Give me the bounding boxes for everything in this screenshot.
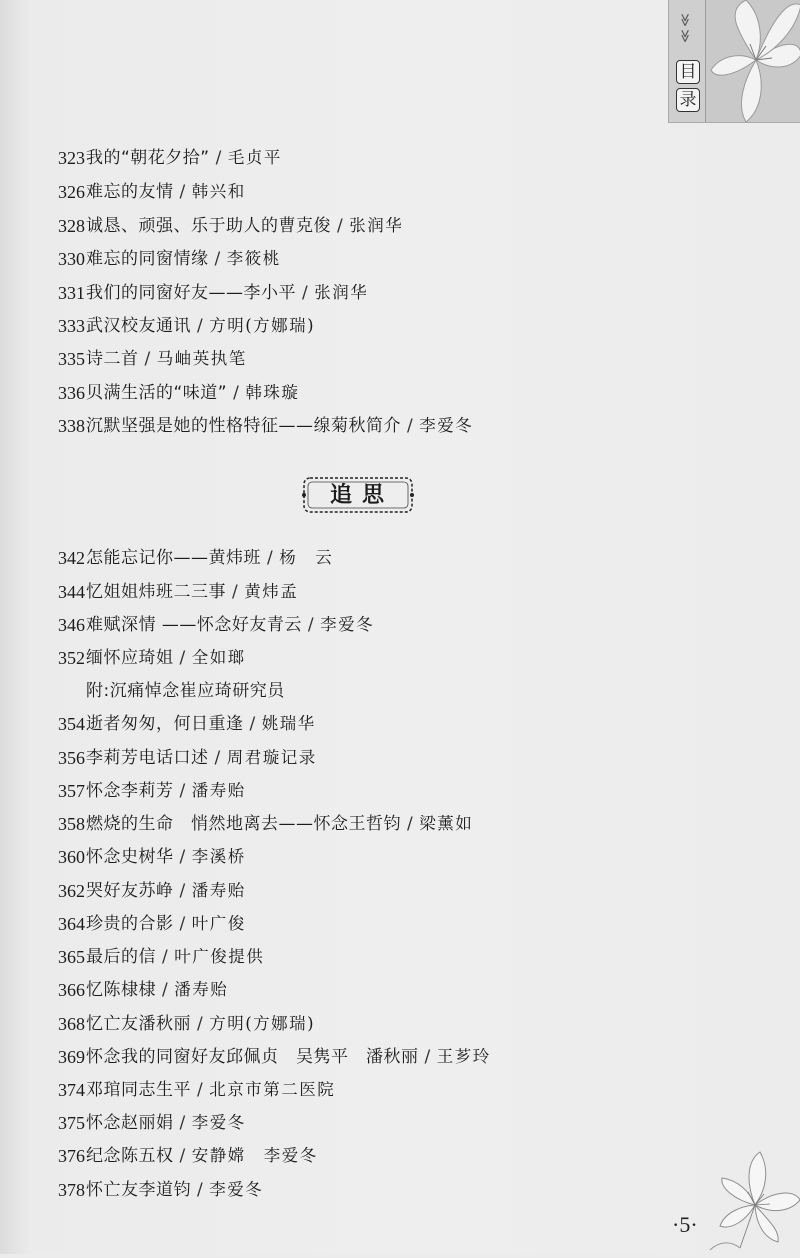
entry-separator: / — [197, 1014, 204, 1034]
entry-separator: / — [232, 582, 239, 602]
entry-page: 354 — [58, 714, 85, 734]
entry-title: 忆姐姐炜班二三事 — [86, 582, 226, 602]
entry-page: 326 — [58, 182, 85, 202]
entry-separator: / — [215, 148, 222, 168]
entry-author: 毛贞平 — [227, 148, 282, 167]
entry-author: 李爱冬 — [191, 1113, 246, 1132]
entry-title: 怀念史树华 — [86, 847, 174, 867]
entry-separator: / — [179, 1146, 186, 1166]
entry-author: 马岫英执笔 — [156, 349, 247, 368]
entry-title: 贝满生活的“味道” — [86, 383, 228, 403]
entry-text — [86, 1008, 315, 1040]
entry-author: 方明(方娜瑞) — [209, 1014, 316, 1033]
entry-separator: / — [233, 383, 240, 403]
entry-text — [86, 576, 298, 608]
entry-author: 李爱冬 — [209, 1180, 264, 1199]
entry-title: 忆陈棣棣 — [86, 980, 156, 1000]
entry-text — [86, 1140, 318, 1172]
entry-text — [86, 542, 333, 574]
entry-separator: / — [179, 182, 186, 202]
corner-glyph-mu: 目 — [676, 60, 700, 84]
entry-text — [86, 343, 247, 375]
entry-separator: / — [179, 781, 186, 801]
entry-author: 韩珠璇 — [245, 383, 300, 402]
entry-page: 338 — [58, 416, 85, 436]
entry-separator: / — [162, 980, 169, 1000]
entry-page: 375 — [58, 1113, 85, 1133]
entry-title: 我的“朝花夕拾” — [86, 148, 210, 168]
entry-page: 356 — [58, 748, 85, 768]
entry-text — [86, 1041, 491, 1073]
entry-page: 330 — [58, 249, 85, 269]
chevron-down-icon: ≫ — [676, 29, 692, 43]
entry-author: 李爱冬 — [320, 615, 375, 634]
entry-separator: / — [337, 216, 344, 236]
entry-page: 364 — [58, 914, 85, 934]
entry-title: 诗二首 — [86, 349, 139, 369]
entry-text — [86, 142, 282, 174]
entry-text — [86, 1174, 263, 1206]
entry-title: 最后的信 — [86, 947, 156, 967]
entry-title: 燃烧的生命 悄然地离去——怀念王哲钧 — [86, 814, 401, 834]
entry-page: 331 — [58, 283, 85, 303]
entry-page: 378 — [58, 1180, 85, 1200]
entry-author: 王芗玲 — [436, 1047, 491, 1066]
page-number: ·5· — [672, 1212, 698, 1237]
entry-author: 杨 云 — [279, 548, 334, 567]
entry-author: 叶广俊 — [191, 914, 246, 933]
entry-page: 352 — [58, 648, 85, 668]
entry-separator: / — [249, 714, 256, 734]
entry-page: 366 — [58, 980, 85, 1000]
entry-page: 357 — [58, 781, 85, 801]
entry-author: 李筱桃 — [226, 249, 281, 268]
entry-page: 360 — [58, 847, 85, 867]
entry-text — [86, 1107, 246, 1139]
entry-separator: / — [197, 316, 204, 336]
entry-title: 附:沉痛悼念崔应琦研究员 — [86, 681, 285, 701]
entry-title: 难赋深情 ——怀念好友青云 — [86, 615, 302, 635]
entry-author: 周君璇记录 — [226, 748, 317, 767]
entry-separator: / — [307, 615, 315, 635]
entry-author: 全如瑯 — [191, 648, 246, 667]
section-title: 追思 — [329, 482, 394, 508]
entry-title: 难忘的友情 — [86, 182, 174, 202]
entry-separator: / — [407, 416, 414, 436]
entry-page: 342 — [58, 548, 85, 568]
entry-text — [86, 310, 315, 342]
entry-separator: / — [144, 349, 151, 369]
entry-title: 怀念赵丽娟 — [86, 1113, 174, 1133]
entry-separator: / — [162, 947, 169, 967]
entry-separator: / — [179, 1113, 186, 1133]
corner-strip — [669, 0, 706, 122]
entry-text — [86, 1074, 335, 1106]
entry-separator: / — [302, 283, 309, 303]
entry-author: 黄炜孟 — [244, 582, 299, 601]
entry-text — [86, 908, 246, 940]
entry-title: 逝者匆匆，何日重逢 — [86, 714, 244, 734]
entry-separator: / — [197, 1080, 204, 1100]
chevron-down-icon: ≫ — [676, 13, 692, 27]
entry-title: 怀念李莉芳 — [86, 781, 174, 801]
entry-title: 哭好友苏峥 — [86, 881, 174, 901]
entry-title: 武汉校友通讯 — [86, 316, 191, 336]
entry-separator: / — [179, 914, 186, 934]
entry-author: 方明(方娜瑞) — [209, 316, 316, 335]
entry-title: 怀亡友李道钧 — [86, 1180, 191, 1200]
lily-flower-icon — [706, 0, 800, 122]
entry-title: 邓琯同志生平 — [86, 1080, 191, 1100]
entry-text — [86, 210, 403, 242]
entry-text — [86, 808, 473, 840]
entry-text — [86, 277, 368, 309]
entry-page: 344 — [58, 582, 85, 602]
lily-flower-icon — [700, 1150, 800, 1254]
entry-page: 362 — [58, 881, 85, 901]
entry-text — [86, 642, 246, 674]
entry-page: 323 — [58, 148, 85, 168]
entry-title: 李莉芳电话口述 — [86, 748, 209, 768]
entry-text — [86, 377, 299, 409]
entry-author: 李爱冬 — [419, 416, 474, 435]
entry-text — [86, 176, 246, 208]
entry-author: 潘寿贻 — [191, 881, 246, 900]
entry-author: 叶广俊提供 — [174, 947, 265, 966]
corner-glyph-lu: 录 — [676, 88, 700, 112]
entry-title: 沉默坚强是她的性格特征——缐菊秋简介 — [86, 416, 401, 436]
entry-page: 374 — [58, 1080, 85, 1100]
entry-separator: / — [197, 1180, 204, 1200]
entry-author: 北京市第二医院 — [209, 1080, 336, 1099]
entry-author: 张润华 — [349, 216, 404, 235]
entry-page: 336 — [58, 383, 85, 403]
entry-author: 潘寿贻 — [191, 781, 246, 800]
entry-page: 335 — [58, 349, 85, 369]
entry-page: 368 — [58, 1014, 85, 1034]
entry-page: 376 — [58, 1146, 85, 1166]
entry-author: 李溪桥 — [191, 847, 246, 866]
entry-separator: / — [424, 1047, 431, 1067]
entry-separator: / — [179, 648, 186, 668]
entry-title: 难忘的同窗情缘 — [86, 249, 209, 269]
entry-separator: / — [179, 881, 186, 901]
entry-page: 358 — [58, 814, 85, 834]
entry-author: 梁薰如 — [419, 814, 474, 833]
entry-separator: / — [214, 748, 221, 768]
corner-tab — [668, 0, 800, 123]
entry-text — [86, 410, 473, 442]
entry-text — [86, 841, 246, 873]
entry-text — [86, 875, 246, 907]
entry-title: 怀念我的同窗好友邱佩贞 吴隽平 潘秋丽 — [86, 1047, 419, 1067]
entry-text — [86, 974, 228, 1006]
entry-separator: / — [267, 548, 274, 568]
entry-author: 韩兴和 — [191, 182, 246, 201]
entry-title: 忆亡友潘秋丽 — [86, 1014, 191, 1034]
entry-text — [86, 742, 317, 774]
entry-title: 纪念陈五权 — [86, 1146, 174, 1166]
entry-title: 怎能忘记你——黄炜班 — [86, 548, 261, 568]
entry-separator: / — [214, 249, 221, 269]
entry-author: 安静嫦 李爱冬 — [191, 1146, 318, 1165]
entry-title: 珍贵的合影 — [86, 914, 174, 934]
entry-text — [86, 243, 281, 275]
entry-text — [86, 775, 246, 807]
entry-page: 333 — [58, 316, 85, 336]
entry-page: 365 — [58, 947, 85, 967]
entry-page: 346 — [58, 615, 85, 635]
entry-author: 潘寿贻 — [174, 980, 229, 999]
entry-page: 369 — [58, 1047, 85, 1067]
entry-title: 诚恳、顽强、乐于助人的曹克俊 — [86, 216, 331, 236]
entry-title: 缅怀应琦姐 — [86, 648, 174, 668]
entry-author: 张润华 — [314, 283, 369, 302]
entry-separator: / — [407, 814, 414, 834]
entry-text — [86, 708, 316, 740]
entry-text — [86, 609, 374, 641]
section-heading — [300, 474, 416, 516]
entry-page: 328 — [58, 216, 85, 236]
entry-title: 我们的同窗好友——李小平 — [86, 283, 296, 303]
entry-text — [86, 941, 264, 973]
entry-separator: / — [179, 847, 186, 867]
entry-author: 姚瑞华 — [261, 714, 316, 733]
